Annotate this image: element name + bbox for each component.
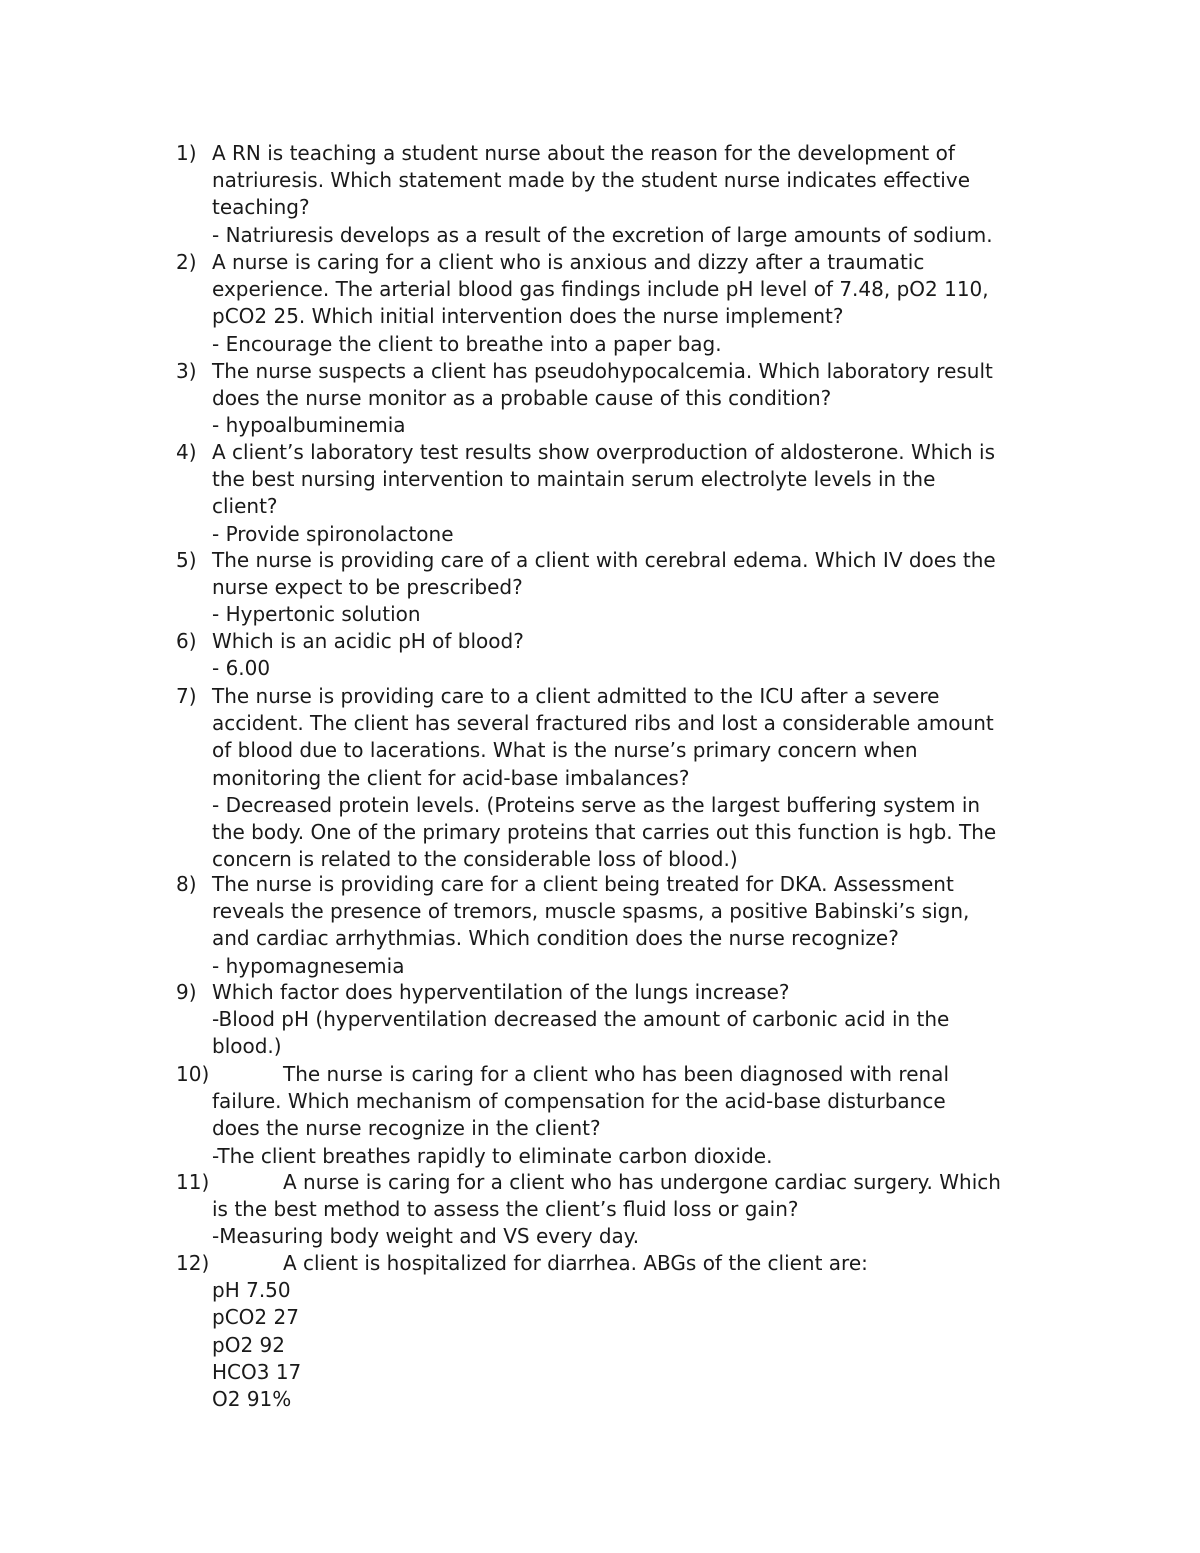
question-body <box>212 547 996 629</box>
question-text-line: reveals the presence of tremors, muscle spasms, a positive Babinski’s sign, <box>212 899 970 924</box>
question-text-line: A client is hospitalized for diarrhea. ABGs of the client are: <box>283 1251 868 1275</box>
question-text-line: O2 91% <box>212 1387 292 1412</box>
question-number: 1) <box>176 141 197 165</box>
question-text-line: The nurse is providing care for a client being treated for DKA. Assessment <box>212 872 954 896</box>
question-number: 3) <box>176 359 197 383</box>
answer-text-line: - 6.00 <box>212 656 271 681</box>
question-number: 5) <box>176 548 197 572</box>
question-text-line: Which is an acidic pH of blood? <box>212 629 524 653</box>
question-body <box>212 358 993 440</box>
question-text-line: The nurse is providing care of a client with cerebral edema. Which IV does the <box>212 548 996 572</box>
question-text-line: nurse expect to be prescribed? <box>212 575 523 600</box>
question-number: 4) <box>176 440 197 464</box>
question-text-line: A nurse is caring for a client who has undergone cardiac surgery. Which <box>283 1170 1001 1194</box>
question-text-line: the best nursing intervention to maintain serum electrolyte levels in the <box>212 467 936 492</box>
question-number: 2) <box>176 250 197 274</box>
question-text-line: HCO3 17 <box>212 1359 302 1384</box>
question-body <box>212 1169 1001 1251</box>
answer-text-line: - Provide spironolactone <box>212 521 454 546</box>
question-text-line: accident. The client has several fractured ribs and lost a considerable amount <box>212 711 994 736</box>
question-text-line: failure. Which mechanism of compensation for the acid-base disturbance <box>212 1089 946 1114</box>
answer-text-line: - Decreased protein levels. (Proteins serve as the largest buffering system in <box>212 792 981 817</box>
question-body <box>212 249 989 358</box>
answer-text-line: - hypoalbuminemia <box>212 413 406 438</box>
question-number: 11) <box>176 1170 210 1194</box>
answer-text-line: -Measuring body weight and VS every day. <box>212 1224 640 1249</box>
question-body <box>212 140 993 249</box>
answer-text-line: - Encourage the client to breathe into a paper bag. <box>212 331 722 356</box>
question-text-line: The nurse suspects a client has pseudohypocalcemia. Which laboratory result <box>212 359 993 383</box>
question-number: 9) <box>176 980 197 1004</box>
question-text-line: experience. The arterial blood gas findings include pH level of 7.48, pO2 110, <box>212 277 989 302</box>
question-body <box>212 871 969 980</box>
question-text-line: The nurse is caring for a client who has been diagnosed with renal <box>283 1062 949 1086</box>
question-number: 10) <box>176 1062 210 1086</box>
question-text-line: does the nurse monitor as a probable cause of this condition? <box>212 386 832 411</box>
question-text-line: monitoring the client for acid-base imbalances? <box>212 765 690 790</box>
question-text-line: does the nurse recognize in the client? <box>212 1116 601 1141</box>
question-text-line: Which factor does hyperventilation of the lungs increase? <box>212 980 790 1004</box>
question-text-line: and cardiac arrhythmias. Which condition does the nurse recognize? <box>212 926 899 951</box>
answer-text-line: - hypomagnesemia <box>212 953 405 978</box>
answer-text-line: -Blood pH (hyperventilation decreased the amount of carbonic acid in the <box>212 1007 950 1032</box>
question-text-line: A RN is teaching a student nurse about the reason for the development of <box>212 141 955 165</box>
question-body <box>212 979 949 1061</box>
question-text-line: A client’s laboratory test results show overproduction of aldosterone. Which is <box>212 440 996 464</box>
question-text-line: pO2 92 <box>212 1332 285 1357</box>
answer-text-line: the body. One of the primary proteins that carries out this function is hgb. The <box>212 820 997 845</box>
answer-text-line: -The client breathes rapidly to eliminate carbon dioxide. <box>212 1143 773 1168</box>
question-text-line: natriuresis. Which statement made by the student nurse indicates effective <box>212 168 971 193</box>
question-body <box>212 1061 949 1170</box>
question-number: 7) <box>176 684 197 708</box>
question-text-line: of blood due to lacerations. What is the nurse’s primary concern when <box>212 738 918 763</box>
question-text-line: A nurse is caring for a client who is anxious and dizzy after a traumatic <box>212 250 925 274</box>
question-number: 12) <box>176 1251 210 1275</box>
question-text-line: pCO2 27 <box>212 1305 299 1330</box>
question-text-line: is the best method to assess the client’s fluid loss or gain? <box>212 1197 799 1222</box>
question-text-line: client? <box>212 494 278 519</box>
question-text-line: pCO2 25. Which initial intervention does the nurse implement? <box>212 304 844 329</box>
question-body <box>212 439 995 548</box>
question-body <box>212 683 996 873</box>
question-text-line: teaching? <box>212 195 310 220</box>
answer-text-line: - Hypertonic solution <box>212 602 421 627</box>
question-number: 8) <box>176 872 197 896</box>
answer-text-line: concern is related to the considerable loss of blood.) <box>212 847 738 872</box>
question-number: 6) <box>176 629 197 653</box>
question-body <box>212 1250 868 1413</box>
question-text-line: The nurse is providing care to a client admitted to the ICU after a severe <box>212 684 940 708</box>
question-text-line: pH 7.50 <box>212 1278 291 1303</box>
question-body <box>212 628 524 682</box>
answer-text-line: - Natriuresis develops as a result of the excretion of large amounts of sodium. <box>212 222 993 247</box>
answer-text-line: blood.) <box>212 1034 282 1059</box>
